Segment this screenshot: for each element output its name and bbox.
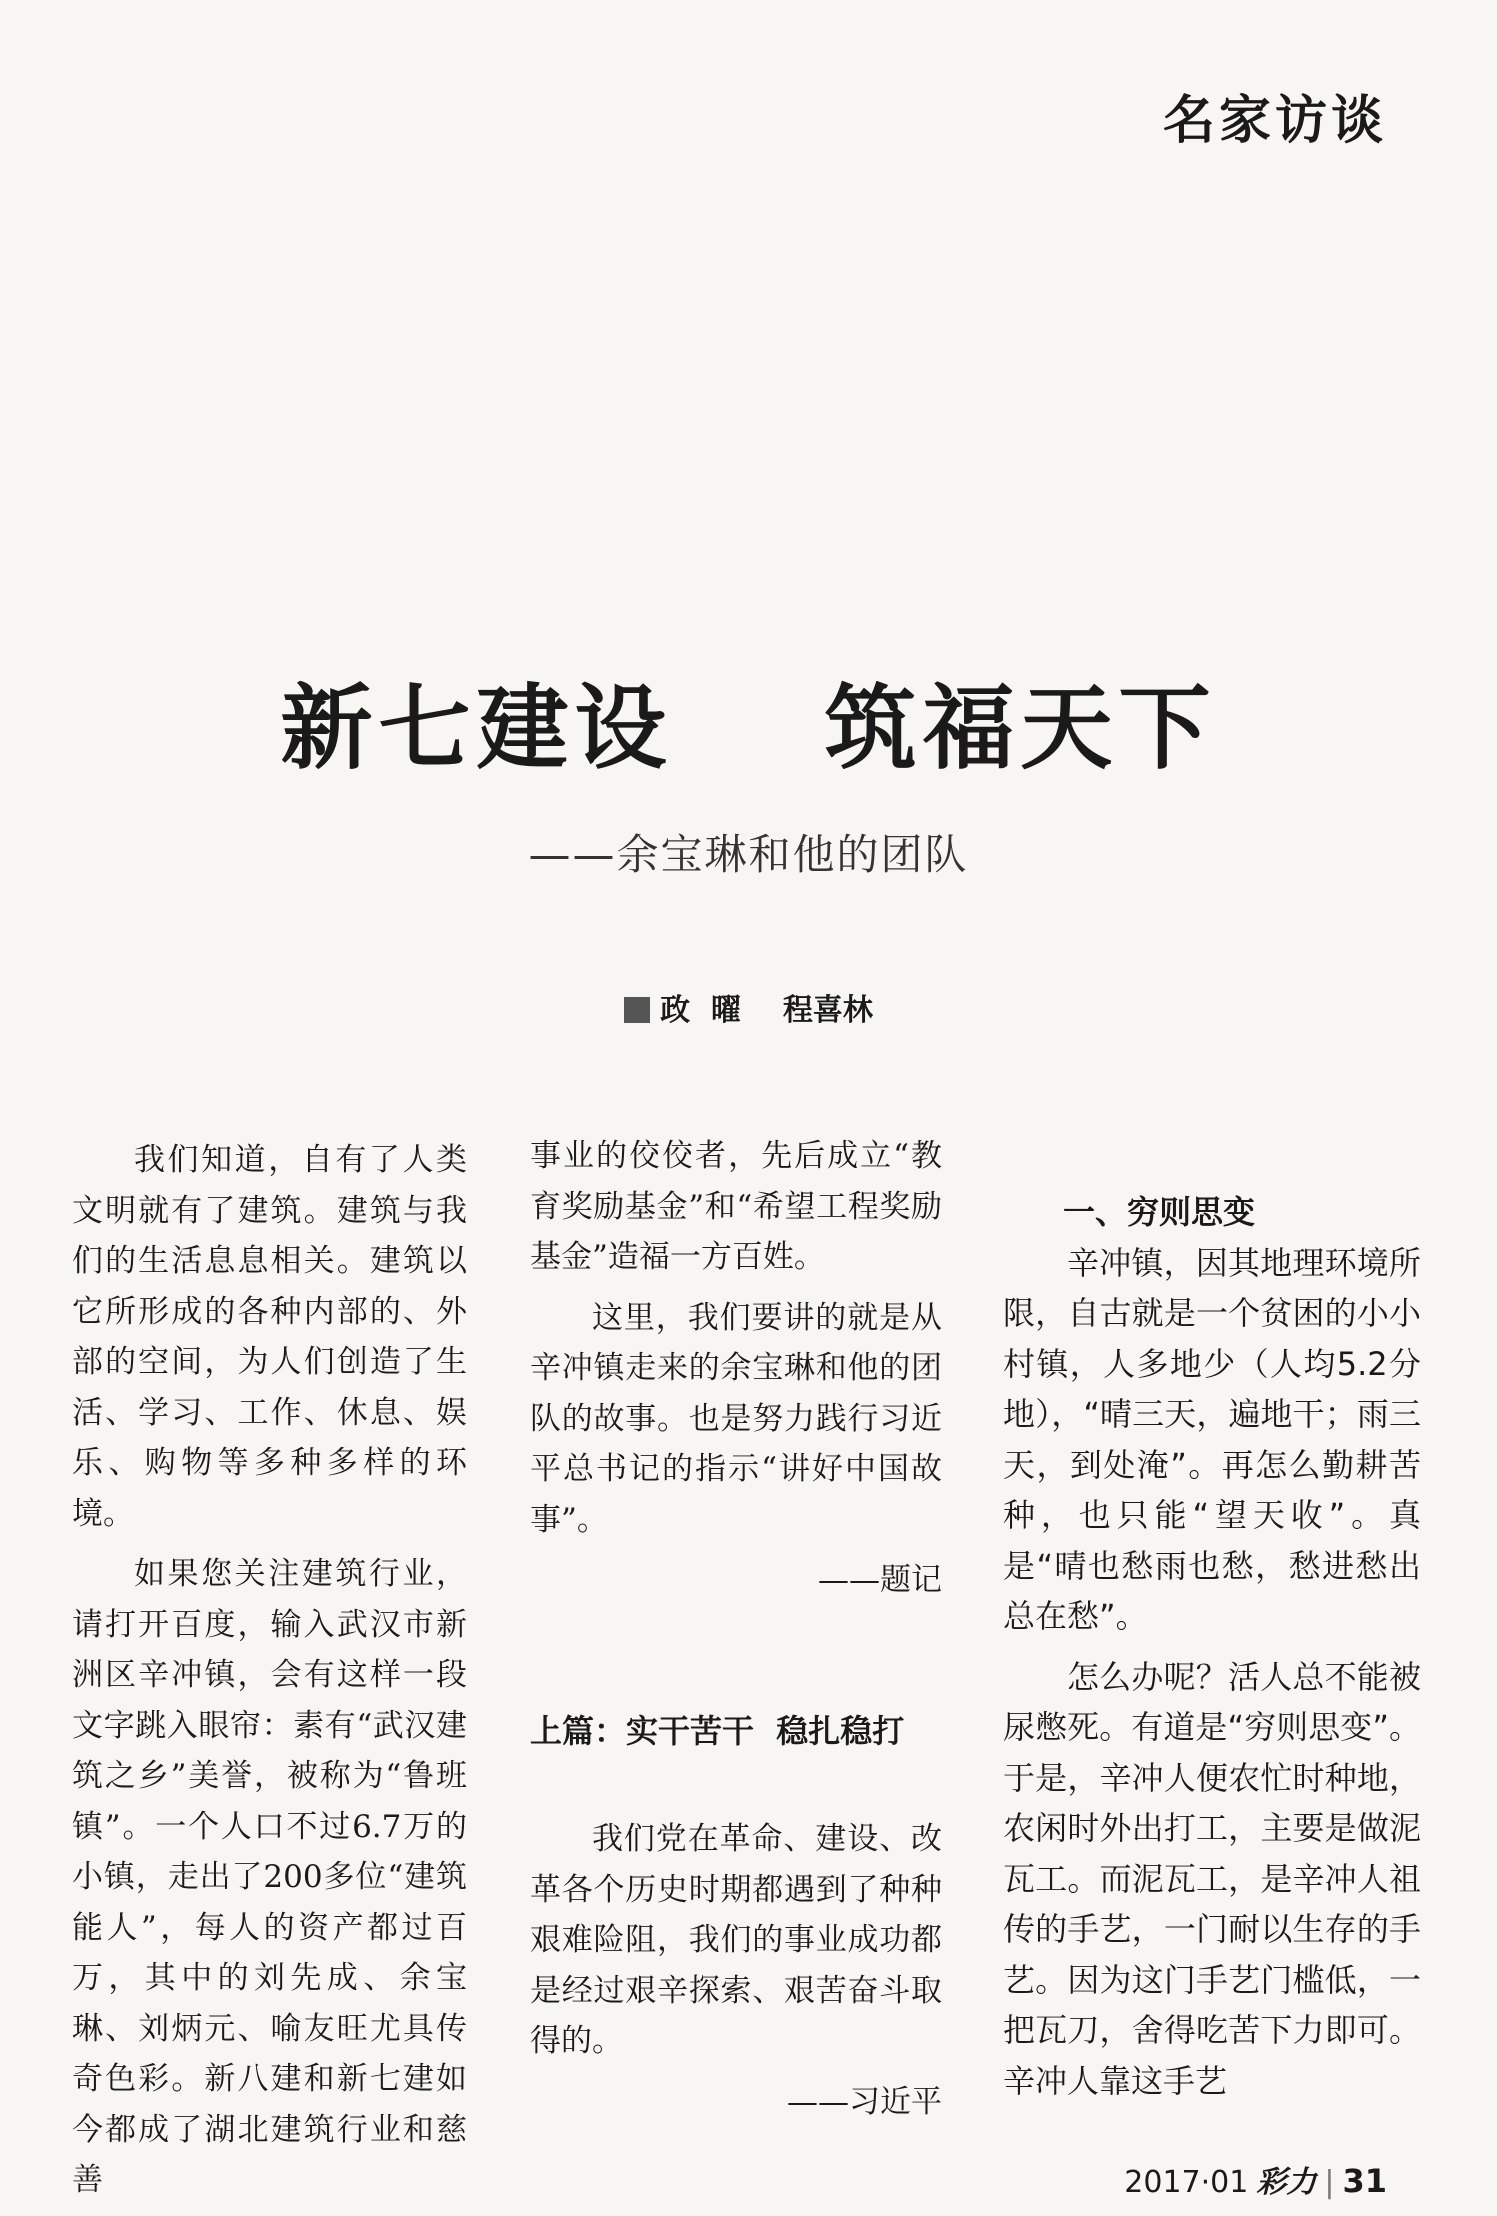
byline — [0, 985, 1497, 1029]
column-3 — [1003, 1139, 1421, 2116]
article-subtitle: ——余宝琳和他的团队 — [528, 830, 969, 879]
subsection-heading: 一、穷则思变 — [1063, 1193, 1256, 1231]
byline-square-icon — [624, 997, 650, 1023]
column-2 — [530, 1131, 942, 2127]
footer-separator: | — [1324, 2165, 1335, 2200]
paragraph: 辛冲镇，因其地理环境所限，自古就是一个贫困的小小村镇，人多地少（人均5.2分地），“晴三天，遍地干；雨三天，到处淹”。再怎么勤耕苦种，也只能“望天收”。真是“晴也愁雨也愁，愁进愁出总在愁”。 — [1003, 1243, 1421, 1635]
paragraph: 我们知道，自有了人类文明就有了建筑。建筑与我们的生活息息相关。建筑以它所形成的各种内部的、外部的空间，为人们创造了生活、学习、工作、休息、娱乐、购物等多种多样的环境。 — [72, 1142, 467, 1532]
page-number: 31 — [1342, 2162, 1387, 2200]
byline-authors: 政 曜 程喜林 — [660, 993, 873, 1028]
page-footer — [1124, 2157, 1387, 2201]
section-tag: 名家访谈 — [1162, 90, 1387, 151]
epigraph-attribution: ——题记 — [818, 1562, 942, 1598]
paragraph: 事业的佼佼者，先后成立“教育奖励基金”和“希望工程奖励基金”造福一方百姓。 — [530, 1138, 942, 1275]
article-title: 新七建设 筑福天下 — [280, 674, 1217, 782]
quote-attribution: ——习近平 — [787, 2083, 942, 2120]
magazine-name: 彩力 — [1256, 2165, 1317, 2200]
section-heading: 上篇：实干苦干 稳扎稳打 — [530, 1711, 905, 1750]
paragraph: 这里，我们要讲的就是从辛冲镇走来的余宝琳和他的团队的故事。也是努力践行习近平总书记的指示“讲好中国故事”。 — [530, 1299, 942, 1538]
paragraph: 怎么办呢？活人总不能被尿憋死。有道是“穷则思变”。于是，辛冲人便农忙时种地，农闲时外出打工，主要是做泥瓦工。而泥瓦工，是辛冲人祖传的手艺，一门耐以生存的手艺。因为这门手艺门槛低，一把瓦刀，舍得吃苦下力即可。辛冲人靠这手艺 — [1003, 1657, 1421, 2100]
paragraph: 如果您关注建筑行业，请打开百度，输入武汉市新洲区辛冲镇，会有这样一段文字跳入眼帘：素有“武汉建筑之乡”美誉，被称为“鲁班镇”。一个人口不过6.7万的小镇，走出了200多位“建筑能人”，每人的资产都过百万，其中的刘先成、余宝琳、刘炳元、喻友旺尤具传奇色彩。新八建和新七建如今都成了湖北建筑行业和慈善 — [72, 1556, 467, 2198]
quote-paragraph: 我们党在革命、建设、改革各个历史时期都遇到了种种艰难险阻，我们的事业成功都是经过艰辛探索、艰苦奋斗取得的。 — [530, 1821, 942, 2059]
column-1 — [72, 1135, 467, 2216]
issue-date: 2017·01 — [1124, 2165, 1249, 2200]
